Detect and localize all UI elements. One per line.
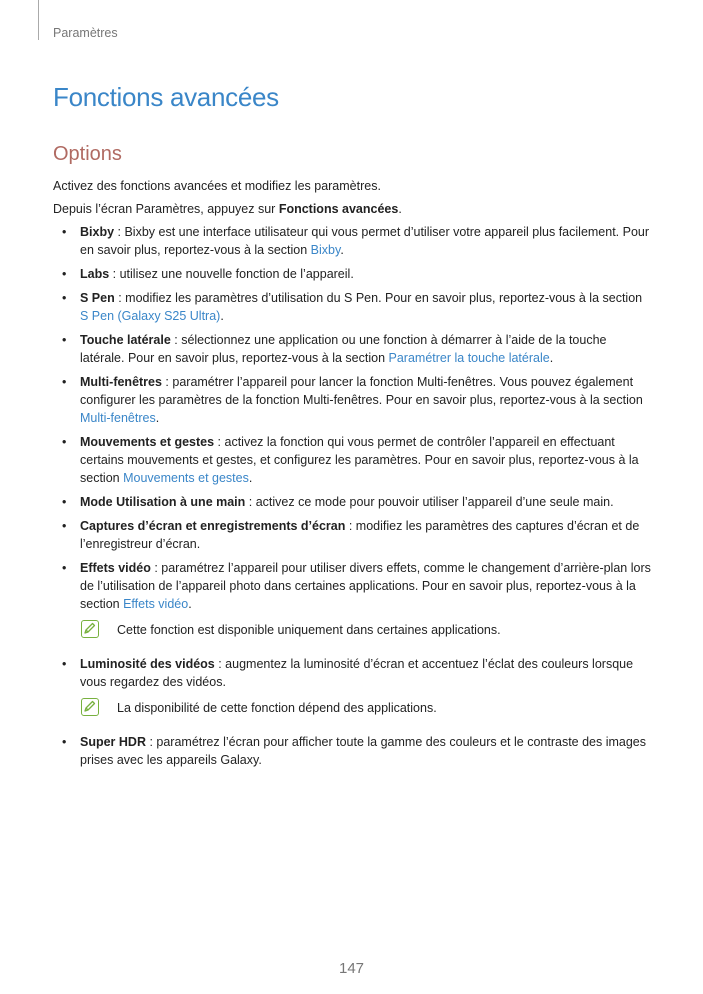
link-motions-gestures[interactable]: Mouvements et gestes bbox=[123, 471, 249, 485]
page-number: 147 bbox=[338, 960, 365, 977]
breadcrumb: Paramètres bbox=[53, 26, 118, 40]
bullet: • bbox=[62, 561, 67, 575]
list-item-motions-gestures: • Mouvements et gestes : activez la fonction qui vous permet de contrôler l’appareil en effectuant certains mouvements et gestes, et configurez les paramètres. Pour en savoir plus, reportez-vous à la section Mouvements et gestes. bbox=[62, 435, 639, 485]
bullet: • bbox=[62, 735, 67, 749]
link-video-effects[interactable]: Effets vidéo bbox=[123, 597, 189, 611]
header-divider bbox=[38, 0, 39, 40]
intro-text: Activez des fonctions avancées et modifiez les paramètres. bbox=[53, 179, 381, 193]
bullet: • bbox=[62, 267, 67, 281]
options-list bbox=[53, 223, 653, 775]
list-item-super-hdr: • Super HDR : paramétrez l’écran pour afficher toute la gamme des couleurs et le contraste des images prises avec les appareils Galaxy. bbox=[62, 735, 647, 767]
note-video-effects bbox=[53, 619, 653, 641]
link-side-key[interactable]: Paramétrer la touche latérale bbox=[388, 351, 550, 365]
note-pencil-icon bbox=[81, 620, 99, 638]
list-item-one-handed-mode: • Mode Utilisation à une main : activez ce mode pour pouvoir utiliser l’appareil d’une seule main. bbox=[62, 495, 614, 509]
link-multi-window[interactable]: Multi-fenêtres bbox=[80, 411, 156, 425]
note-text: Cette fonction est disponible uniquement dans certaines applications. bbox=[117, 623, 501, 637]
bullet: • bbox=[62, 291, 67, 305]
bullet: • bbox=[62, 657, 67, 671]
list-item-s-pen: • S Pen : modifiez les paramètres d’utilisation du S Pen. Pour en savoir plus, reportez-vous à la section S Pen (Galaxy S25 Ultra). bbox=[62, 291, 643, 323]
bullet: • bbox=[62, 435, 67, 449]
note-video-brightness bbox=[53, 697, 653, 719]
bullet: • bbox=[62, 333, 67, 347]
link-bixby[interactable]: Bixby bbox=[310, 243, 341, 257]
list-item-video-brightness: • Luminosité des vidéos : augmentez la luminosité d’écran et accentuez l’éclat des couleurs lorsque vous regardez des vidéos. bbox=[62, 657, 634, 689]
list-item-labs: • Labs : utilisez une nouvelle fonction de l’appareil. bbox=[62, 267, 354, 281]
intro-instruction: Depuis l’écran Paramètres, appuyez sur Fonctions avancées. bbox=[53, 202, 402, 216]
list-item-multi-window: • Multi-fenêtres : paramétrer l’appareil pour lancer la fonction Multi-fenêtres. Vous pouvez également configurer les paramètres de la fonction Multi-fenêtres. Pour en savoir plus, reportez-vous à la section Multi-fenêtres. bbox=[62, 375, 643, 425]
list-item-video-effects: • Effets vidéo : paramétrez l’appareil pour utiliser divers effets, comme le changement d’arrière-plan lors de l’utilisation de l’appareil photo dans certaines applications. Pour en savoir plus, reportez-vous à la section Effets vidéo. bbox=[62, 561, 651, 611]
note-pencil-icon bbox=[81, 698, 99, 716]
bullet: • bbox=[62, 495, 67, 509]
list-item-screenshots: • Captures d’écran et enregistrements d’écran : modifiez les paramètres des captures d’écran et de l’enregistreur d’écran. bbox=[62, 519, 640, 551]
bullet: • bbox=[62, 375, 67, 389]
page-title: Fonctions avancées bbox=[53, 82, 279, 112]
list-item-side-key: • Touche latérale : sélectionnez une application ou une fonction à démarrer à l’aide de la touche latérale. Pour en savoir plus, reportez-vous à la section Paramétrer la touche latérale. bbox=[62, 333, 607, 365]
note-text: La disponibilité de cette fonction dépend des applications. bbox=[117, 701, 437, 715]
link-s-pen[interactable]: S Pen (Galaxy S25 Ultra) bbox=[80, 309, 221, 323]
list-item-bixby: • Bixby : Bixby est une interface utilisateur qui vous permet d’utiliser votre appareil plus facilement. Pour en savoir plus, reportez-vous à la section Bixby. bbox=[62, 225, 650, 257]
intro-menu-name: Fonctions avancées bbox=[278, 202, 399, 216]
section-title: Options bbox=[53, 143, 122, 165]
bullet: • bbox=[62, 225, 67, 239]
bullet: • bbox=[62, 519, 67, 533]
